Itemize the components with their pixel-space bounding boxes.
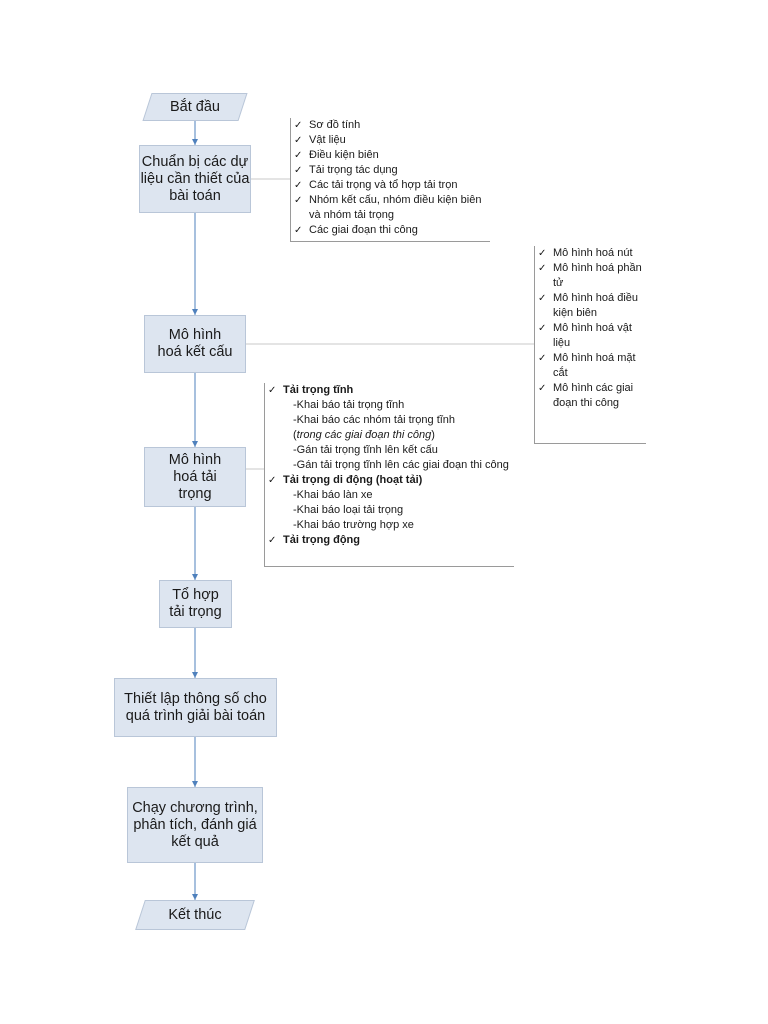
note2-item: ✓ Mô hình hoá điều kiện biên	[535, 291, 646, 321]
note3-paren-close: )	[431, 429, 435, 441]
note3-paren-open: (	[293, 429, 297, 441]
note1-item: ✓ Điều kiện biên	[291, 148, 490, 163]
note3-moving-line: -Khai báo làn xe	[293, 489, 373, 501]
note1-item: ✓ Vật liệu	[291, 133, 490, 148]
step-model-loads	[144, 447, 246, 507]
note2-item: ✓ Mô hình hoá vật liệu	[535, 321, 646, 351]
note3-static-line: -Gán tải trọng tĩnh lên kết cấu	[293, 444, 438, 456]
step-solver-settings-label: Thiết lập thông số cho quá trình giải bài toán	[124, 690, 267, 724]
note3-moving-title: ✓ Tải trọng di động (hoạt tải)	[265, 473, 514, 488]
note3-static-title: ✓ Tải trọng tĩnh	[265, 383, 514, 398]
step-run-analyze	[127, 787, 263, 863]
note1-item: ✓ Các tải trọng và tổ hợp tải trọn	[291, 178, 490, 193]
note3-italic: trong các giai đoạn thi công	[296, 429, 432, 441]
note1-item: ✓ Các giai đoạn thi công	[291, 223, 490, 238]
note3-static-line: -Gán tải trọng tĩnh lên các giai đoạn thi công	[293, 459, 509, 471]
note3-static-line	[265, 428, 514, 443]
note2-item: ✓ Mô hình hoá phần tử	[535, 261, 646, 291]
step-prepare-data-label: Chuẩn bị các dự liệu cần thiết của bài toán	[140, 153, 250, 204]
note2-item: ✓ Mô hình hoá nút	[535, 246, 646, 261]
step-load-combination	[159, 580, 232, 628]
note1-item: ✓ Tải trọng tác dụng	[291, 163, 490, 178]
note2-item: ✓ Mô hình các giai đoạn thi công	[535, 381, 646, 411]
step-model-loads-label: Mô hình hoá tải trọng	[168, 451, 222, 502]
note3-static-line: -Khai báo tải trọng tĩnh	[293, 399, 405, 411]
start-terminal	[147, 93, 243, 121]
step-model-structure-label: Mô hình hoá kết cấu	[157, 327, 233, 360]
step-run-analyze-label: Chạy chương trình, phân tích, đánh giá kết quả	[132, 799, 258, 850]
note3-moving-line: -Khai báo trường hợp xe	[293, 519, 414, 531]
note3-dynamic-title: ✓ Tải trọng động	[265, 533, 514, 548]
step-load-combination-label: Tổ hợp tải trọng	[169, 587, 222, 620]
note3-static-line: -Khai báo các nhóm tải trọng tĩnh	[293, 414, 456, 426]
note2-item: ✓ Mô hình hoá mặt cắt	[535, 351, 646, 381]
end-terminal	[140, 900, 250, 930]
note-load-modeling	[264, 383, 514, 567]
step-model-structure	[144, 315, 246, 373]
note-input-data	[290, 118, 490, 242]
note3-moving-line: -Khai báo loại tải trọng	[293, 504, 404, 516]
note1-item: ✓ Nhóm kết cấu, nhóm điều kiện biên và nhóm tải trọng	[291, 193, 490, 223]
start-label: Bắt đầu	[170, 99, 220, 115]
note1-item: ✓ Sơ đồ tính	[291, 118, 490, 133]
step-solver-settings	[114, 678, 277, 737]
end-label: Kết thúc	[168, 907, 222, 923]
step-prepare-data	[139, 145, 251, 213]
note-structure-modeling	[534, 246, 646, 444]
